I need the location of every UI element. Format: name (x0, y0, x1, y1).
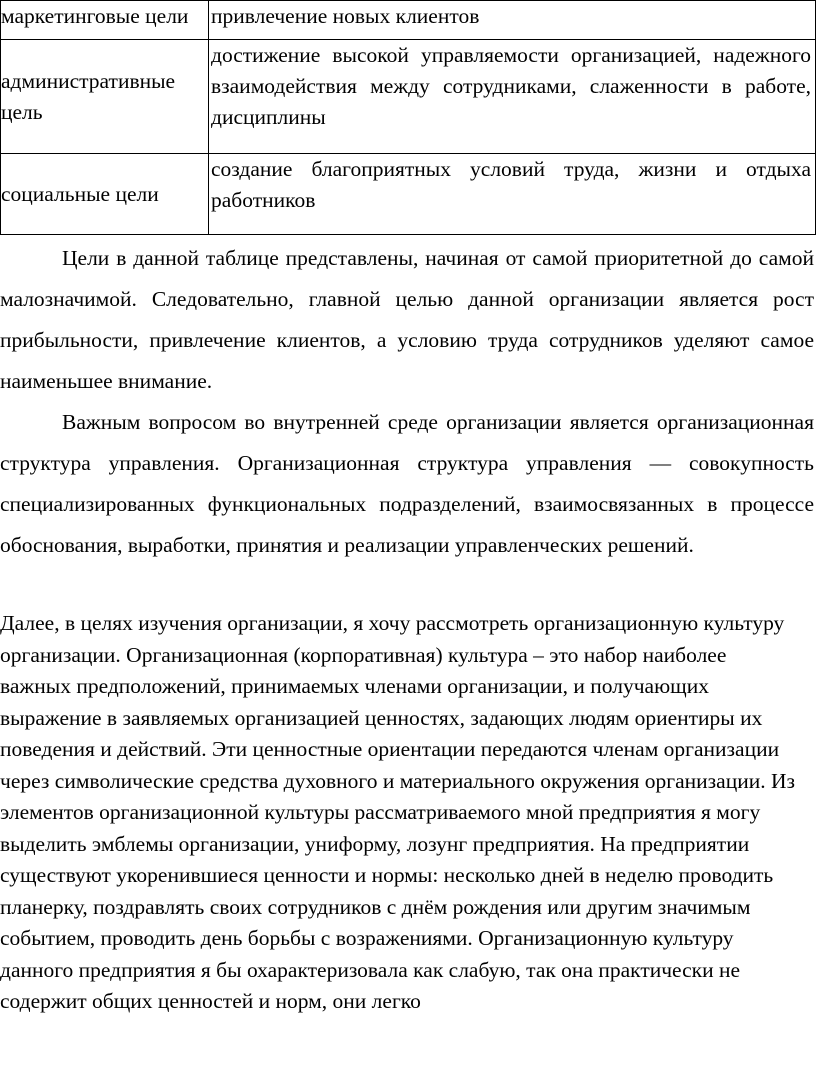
goal-description-cell: привлечение новых клиентов (209, 1, 816, 40)
goal-description-cell: достижение высокой управляемости организацией, надежного взаимодействия между сотрудниками, слаженности в работе, дисциплины (209, 40, 816, 154)
goal-type-cell: социальные цели (1, 154, 209, 235)
goal-description-cell: создание благоприятных условий труда, жизни и отдыха работников (209, 154, 816, 235)
goal-type-cell: административные цель (1, 40, 209, 154)
paragraph-goals-priority: Цели в данной таблице представлены, начиная от самой приоритетной до самой малозначимой. Следовательно, главной целью данной организации является рост прибыльности, привлечение клиентов, а условию труда сотрудников уделяют самое наименьшее внимание. (0, 246, 814, 393)
goals-table (0, 0, 816, 235)
goal-type-cell: маркетинговые цели (1, 1, 209, 40)
table-row (1, 40, 816, 154)
paragraph-org-structure: Важным вопросом во внутренней среде организации является организационная структура управления. Организационная структура управления — совокупность специализированных функциональных подразделений, взаимосвязанных в процессе обоснования, выработки, принятия и реализации управленческих решений. (0, 410, 814, 557)
table-row (1, 1, 816, 40)
paragraph-org-culture: Далее, в целях изучения организации, я хочу рассмотреть организационную культуру организации. Организационная (корпоративная) культура – это набор наиболее важных предположений, принимаемых членами организации, и получающих выражение в заявляемых организацией ценностях, задающих людям ориентиры их поведения и действий. Эти ценностные ориентации передаются членам организации через символические средства духовного и материального окружения организации. Из элементов организационной культуры рассматриваемого мной предприятия я могу выделить эмблемы организации, униформу, лозунг предприятия. На предприятии существуют укоренившиеся ценности и нормы: несколько дней в неделю проводить планерку, поздравлять своих сотрудников с днём рождения или другим значимым событием, проводить день борьбы с возражениями. Организационную культуру данного предприятия я бы охарактеризовала как слабую, так она практически не содержит общих ценностей и норм, они легко (0, 611, 796, 1013)
table-row (1, 154, 816, 235)
